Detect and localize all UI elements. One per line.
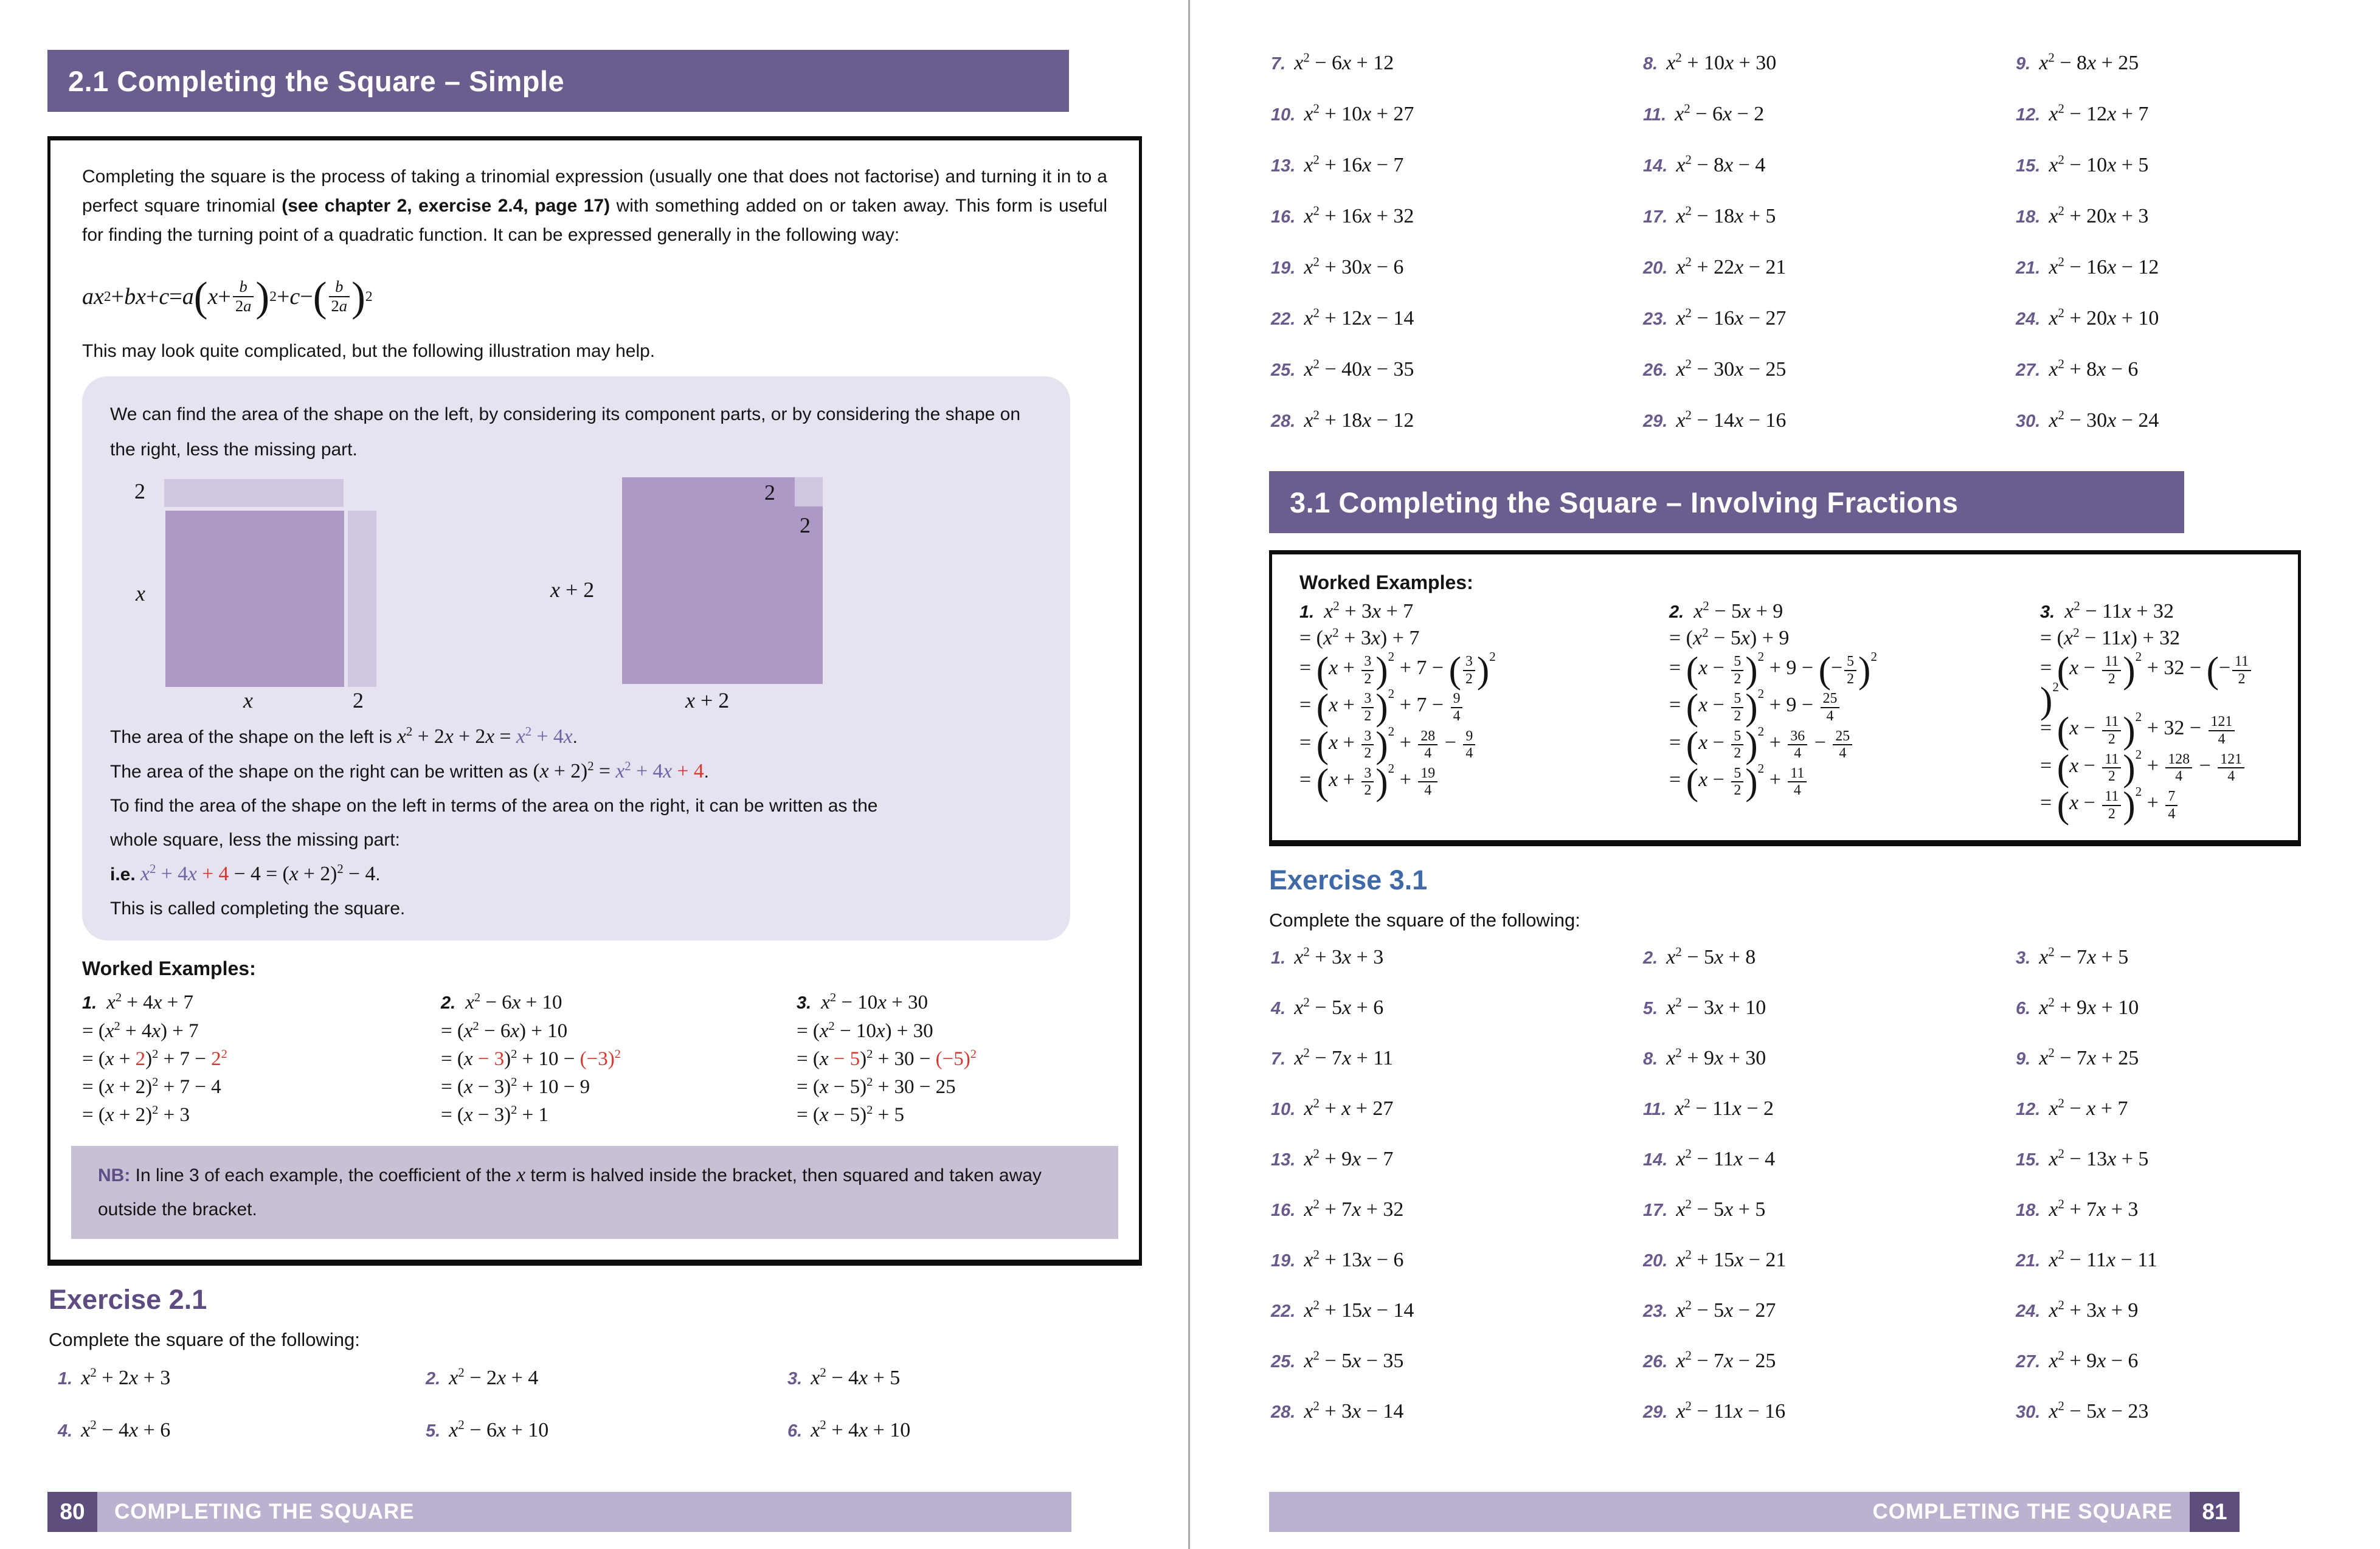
exercise-number: 6. <box>787 1421 803 1441</box>
exercise-item <box>2016 946 2323 976</box>
worked-example-number: 2. <box>441 993 456 1013</box>
section-banner-2-1 <box>47 50 1069 112</box>
worked-example-number: 2. <box>1669 602 1684 622</box>
exercise-expression: $x^2 - 6x - 2$ <box>1675 101 1765 125</box>
exercise-number: 14. <box>1643 1150 1668 1170</box>
exercise-expression: $x^2 + 9x + 30$ <box>1666 1045 1766 1070</box>
exercise-item <box>1643 1047 2016 1077</box>
exercise-item <box>2016 1097 2323 1128</box>
theory-box <box>47 136 1142 1266</box>
page-spread-divider <box>1188 0 1190 1549</box>
worked-example-line: = (x − $\frac{5}{2}$ )$^2$ + 9 − $\frac{25}{4}$ <box>1669 691 2040 724</box>
page-number: 80 <box>47 1492 97 1532</box>
exercise-item <box>787 1419 1091 1449</box>
exercise-item <box>2016 52 2323 82</box>
exercise-expression: $x^2 - 6x + 10$ <box>449 1417 549 1441</box>
exercise-expression: $x^2 + 13x - 6$ <box>1304 1247 1404 1272</box>
exercise-item <box>1271 154 1643 184</box>
exercise-expression: $x^2 + 20x + 3$ <box>2049 203 2149 227</box>
exercise-expression: $x^2 - 5x - 35$ <box>1304 1348 1404 1373</box>
exercise-expression: $x^2 + 22x - 21$ <box>1676 254 1787 278</box>
exercise-number: 28. <box>1271 412 1296 431</box>
exercise-item <box>58 1419 426 1449</box>
worked-example-line: = (x − $\frac{11}{2}$ )$^2$ + $\frac{7}{4}$ <box>2040 788 2271 822</box>
exercise-expression: $x^2 + 12x - 14$ <box>1304 305 1414 329</box>
exercise-3-1-intro: Complete the square of the following: <box>1269 909 1580 931</box>
exercise-item <box>2016 256 2323 286</box>
exercise-number: 3. <box>787 1369 803 1389</box>
exercise-item <box>1643 256 2016 286</box>
exercise-number: 4. <box>58 1421 73 1441</box>
exercise-item <box>426 1419 787 1449</box>
exercise-item <box>1643 946 2016 976</box>
label-bottom-2: 2 <box>353 688 364 712</box>
exercise-2-1-continued-grid <box>1271 52 2323 440</box>
label-bottom-x-plus-2: x + 2 <box>685 688 730 712</box>
illustration-paragraph: We can find the area of the shape on the left, by considering its component parts, or by considering the shape on the right, less the missing part. <box>110 404 1021 460</box>
worked-example-line: 3. $x^2 - 10x + 30$ <box>797 991 928 1013</box>
exercise-number: 21. <box>2016 258 2041 278</box>
exercise-expression: $x^2 - 11x - 16$ <box>1676 1398 1786 1423</box>
exercise-item <box>1643 205 2016 235</box>
exercise-3-1-grid <box>1271 946 2323 1430</box>
exercise-number: 4. <box>1271 999 1286 1019</box>
exercise-item <box>2016 1249 2323 1279</box>
exercise-number: 18. <box>2016 207 2041 227</box>
exercise-item <box>1643 1148 2016 1178</box>
illustration-note: This may look quite complicated, but the following illustration may help. <box>82 341 656 361</box>
exercise-item <box>2016 996 2323 1027</box>
exercise-expression: $x^2 + 20x + 10$ <box>2049 305 2159 329</box>
area-right-line: The area of the shape on the right can be written as $(x + 2)^2 = x^2 + 4x + 4$. <box>110 758 710 782</box>
exercise-expression: $x^2 - x + 7$ <box>2049 1095 2128 1120</box>
exercise-item <box>1271 996 1643 1027</box>
exercise-item <box>1643 1400 2016 1430</box>
worked-example-line: = $(x^2 + 3x) + 7$ <box>1299 625 1420 649</box>
exercise-expression: $x^2 - 5x + 5$ <box>1676 1196 1766 1221</box>
exercise-item <box>1643 1198 2016 1229</box>
worked-example-line: 1. $x^2 + 4x + 7$ <box>82 991 193 1013</box>
worked-example-line: 3. $x^2 - 11x + 32$ <box>2040 598 2174 623</box>
exercise-number: 30. <box>2016 1402 2041 1423</box>
worked-example-number: 1. <box>1299 602 1315 622</box>
exercise-item <box>1643 103 2016 133</box>
exercise-number: 26. <box>1643 1352 1668 1372</box>
worked-example-line: 1. $x^2 + 3x + 7$ <box>1299 598 1414 623</box>
exercise-expression: $x^2 - 7x + 25$ <box>2039 1045 2139 1070</box>
worked-example-line: = $(x^2 - 5x) + 9$ <box>1669 625 1790 649</box>
exercise-number: 11. <box>1643 1100 1667 1120</box>
exercise-item <box>1643 358 2016 388</box>
exercise-expression: $x^2 - 5x - 23$ <box>2049 1398 2149 1423</box>
exercise-expression: $x^2 - 8x + 25$ <box>2039 50 2139 74</box>
area-diagrams <box>119 476 1042 716</box>
exercise-item <box>1271 1198 1643 1229</box>
exercise-expression: $x^2 + 16x - 7$ <box>1304 152 1404 176</box>
exercise-expression: $x^2 + 2x + 3$ <box>81 1365 171 1389</box>
exercise-item <box>2016 1400 2323 1430</box>
exercise-expression: $x^2 - 18x + 5$ <box>1676 203 1776 227</box>
worked-example-line: = $(x - 5)^2 + 5$ <box>797 1103 904 1126</box>
exercise-number: 22. <box>1271 1302 1296 1322</box>
exercise-number: 13. <box>1271 156 1296 176</box>
exercise-item <box>1271 1097 1643 1128</box>
label-below-corner-2: 2 <box>800 513 811 537</box>
exercise-expression: $x^2 - 7x + 5$ <box>2039 944 2129 969</box>
exercise-expression: $x^2 + 9x - 6$ <box>2049 1348 2139 1373</box>
worked-example-number: 3. <box>2040 602 2055 622</box>
exercise-expression: $x^2 - 11x - 2$ <box>1675 1095 1774 1120</box>
exercise-number: 5. <box>1643 999 1658 1019</box>
exercise-item <box>1643 1249 2016 1279</box>
exercise-expression: $x^2 - 7x + 11$ <box>1294 1045 1394 1070</box>
called-line: This is called completing the square. <box>110 899 406 919</box>
worked-example <box>1299 600 1669 826</box>
footer-chapter-label: COMPLETING THE SQUARE <box>1269 1492 2190 1532</box>
exercise-number: 18. <box>2016 1201 2041 1221</box>
exercise-item <box>1643 52 2016 82</box>
exercise-number: 29. <box>1643 412 1668 431</box>
exercise-number: 24. <box>2016 1302 2041 1322</box>
exercise-expression: $x^2 - 2x + 4$ <box>449 1365 539 1389</box>
footer-right <box>1269 1492 2240 1532</box>
exercise-number: 26. <box>1643 361 1668 380</box>
exercise-expression: $x^2 + 18x - 12$ <box>1304 407 1414 432</box>
label-side-x-plus-2: x + 2 <box>550 578 595 602</box>
exercise-expression: $x^2 - 30x - 24$ <box>2049 407 2159 432</box>
exercise-number: 28. <box>1271 1402 1296 1423</box>
worked-examples-title: Worked Examples: <box>82 957 256 979</box>
worked-example <box>441 988 797 1129</box>
exercise-expression: $x^2 + 30x - 6$ <box>1304 254 1404 278</box>
exercise-number: 8. <box>1643 1049 1658 1069</box>
exercise-item <box>1271 1350 1643 1380</box>
exercise-expression: $x^2 - 12x + 7$ <box>2049 101 2149 125</box>
exercise-expression: $x^2 + x + 27$ <box>1304 1095 1394 1120</box>
exercise-expression: $x^2 + 7x + 32$ <box>1304 1196 1404 1221</box>
exercise-number: 11. <box>1643 105 1667 125</box>
exercise-expression: $x^2 + 7x + 3$ <box>2049 1196 2139 1221</box>
exercise-item <box>2016 1350 2323 1380</box>
exercise-item <box>1643 154 2016 184</box>
worked-example-line: 2. $x^2 - 6x + 10$ <box>441 991 562 1013</box>
exercise-number: 7. <box>1271 54 1286 74</box>
exercise-expression: $x^2 + 3x + 9$ <box>2049 1297 2139 1322</box>
worked-example-line: = $(x - 5)^2 + 30 - 25$ <box>797 1075 956 1098</box>
exercise-expression: $x^2 + 3x + 3$ <box>1294 944 1384 969</box>
exercise-expression: $x^2 - 8x - 4$ <box>1676 152 1766 176</box>
exercise-item <box>1643 307 2016 337</box>
worked-example <box>797 988 1107 1129</box>
exercise-item <box>1271 1047 1643 1077</box>
diagram-right-shape <box>550 476 867 716</box>
exercise-number: 3. <box>2016 948 2031 968</box>
exercise-item <box>1643 1299 2016 1330</box>
exercise-2-1-title: Exercise 2.1 <box>49 1284 207 1315</box>
exercise-number: 22. <box>1271 309 1296 329</box>
worked-example-line: = (x − $\frac{11}{2}$ )$^2$ + $\frac{128}{4}$ − $\frac{121}{4}$ <box>2040 751 2271 785</box>
exercise-expression: $x^2 - 4x + 5$ <box>811 1365 901 1389</box>
exercise-number: 14. <box>1643 156 1668 176</box>
exercise-item <box>1271 1148 1643 1178</box>
exercise-number: 20. <box>1643 258 1668 278</box>
general-formula: a x 2 + b x + c = a ( x + $\frac{b}{2a}$ ) 2 + c − ( $\frac{b}{2a}$ ) 2 <box>82 274 373 320</box>
exercise-expression: $x^2 - 13x + 5$ <box>2049 1146 2149 1171</box>
footer-chapter-label: COMPLETING THE SQUARE <box>97 1492 1071 1532</box>
intro-paragraph: Completing the square is the process of taking a trinomial expression (usually one that does not factorise) and turning it in to a perfect square trinomial (see chapter 2, exercise 2.4, page 17) with something added on or taken away. This form is useful for finding the turning point of a quadratic function. It can be expressed generally in the following way: <box>82 167 1108 245</box>
exercise-item <box>1643 409 2016 440</box>
exercise-item <box>2016 103 2323 133</box>
exercise-number: 16. <box>1271 207 1296 227</box>
exercise-item <box>58 1367 426 1397</box>
exercise-item <box>787 1367 1091 1397</box>
exercise-number: 12. <box>2016 105 2041 125</box>
worked-example-line: 2. $x^2 - 5x + 9$ <box>1669 598 1783 623</box>
worked-example-line: = $(x^2 - 10x) + 30$ <box>797 1019 933 1042</box>
exercise-number: 19. <box>1271 258 1296 278</box>
exercise-number: 27. <box>2016 1352 2041 1372</box>
page-81 <box>1190 0 2380 1549</box>
exercise-number: 5. <box>426 1421 441 1441</box>
exercise-item <box>2016 205 2323 235</box>
exercise-number: 10. <box>1271 1100 1296 1120</box>
worked-example-line: = (x + $\frac{3}{2}$ )$^2$ + $\frac{28}{4}$ − $\frac{9}{4}$ <box>1299 728 1669 762</box>
exercise-item <box>1271 358 1643 388</box>
exercise-number: 25. <box>1271 361 1296 380</box>
exercise-number: 8. <box>1643 54 1658 74</box>
exercise-item <box>1271 946 1643 976</box>
exercise-number: 27. <box>2016 361 2041 380</box>
label-side-x: x <box>136 581 145 605</box>
worked-example-line: = $(x^2 - 6x) + 10$ <box>441 1019 568 1042</box>
exercise-3-1-title: Exercise 3.1 <box>1269 864 1428 896</box>
exercise-expression: $x^2 + 16x + 32$ <box>1304 203 1414 227</box>
label-bottom-x: x <box>243 688 253 712</box>
exercise-item <box>1271 1400 1643 1430</box>
to-find-line-2: whole square, less the missing part: <box>110 830 400 850</box>
worked-example-line: = (x − $\frac{5}{2}$ )$^2$ + $\frac{36}{4}$ − $\frac{25}{4}$ <box>1669 728 2040 762</box>
exercise-expression: $x^2 + 4x + 10$ <box>811 1417 911 1441</box>
worked-example-line: = $(x + 2)^2 + 7 - 2^2$ <box>82 1047 227 1070</box>
nb-box: NB: In line 3 of each example, the coefficient of the x term is halved inside the bracket, then squared and taken away outside the bracket. <box>71 1146 1118 1239</box>
section-banner-title: 3.1 Completing the Square – Involving Fractions <box>1290 486 1959 519</box>
exercise-number: 19. <box>1271 1251 1296 1271</box>
exercise-number: 17. <box>1643 207 1668 227</box>
exercise-number: 29. <box>1643 1402 1668 1423</box>
exercise-number: 9. <box>2016 54 2031 74</box>
exercise-item <box>1271 52 1643 82</box>
exercise-item <box>2016 1047 2323 1077</box>
to-find-line-1: To find the area of the shape on the left in terms of the area on the right, it can be written as the <box>110 796 878 816</box>
exercise-2-1-intro: Complete the square of the following: <box>49 1329 360 1350</box>
exercise-number: 16. <box>1271 1201 1296 1221</box>
exercise-expression: $x^2 + 9x - 7$ <box>1304 1146 1394 1171</box>
worked-example-line: = $(x - 3)^2 + 10 - (-3)^2$ <box>441 1047 621 1070</box>
exercise-number: 23. <box>1643 309 1668 329</box>
exercise-expression: $x^2 - 11x - 4$ <box>1676 1146 1776 1171</box>
exercise-number: 21. <box>2016 1251 2041 1271</box>
exercise-item <box>1271 103 1643 133</box>
worked-example-line: = (x − $\frac{11}{2}$ )$^2$ + 32 − $\frac{121}{4}$ <box>2040 714 2271 747</box>
section-banner-title: 2.1 Completing the Square – Simple <box>68 64 565 97</box>
exercise-item <box>1271 1249 1643 1279</box>
main-square-rect <box>165 511 344 687</box>
exercise-number: 9. <box>2016 1049 2031 1069</box>
exercise-number: 15. <box>2016 156 2041 176</box>
exercise-item <box>1271 409 1643 440</box>
exercise-item <box>1643 996 2016 1027</box>
worked-example-line: = (x + $\frac{3}{2}$ )$^2$ + 7 − ( $\frac{3}{2}$ )$^2$ <box>1299 649 1496 691</box>
exercise-number: 2. <box>426 1369 441 1389</box>
exercise-item <box>2016 1148 2323 1178</box>
big-square-rect <box>622 477 823 684</box>
label-corner-2: 2 <box>764 480 775 505</box>
worked-example-line: = $(x - 5)^2 + 30 - (-5)^2$ <box>797 1047 977 1070</box>
worked-example-number: 3. <box>797 993 812 1013</box>
exercise-expression: $x^2 + 8x - 6$ <box>2049 356 2139 381</box>
worked-example <box>1669 600 2040 826</box>
exercise-expression: $x^2 + 10x + 27$ <box>1304 101 1414 125</box>
label-top-2: 2 <box>134 479 145 503</box>
page-number: 81 <box>2190 1492 2240 1532</box>
worked-example <box>2040 600 2271 826</box>
worked-example-line: = (x + $\frac{3}{2}$ )$^2$ + $\frac{19}{4}$ <box>1299 765 1669 799</box>
exercise-expression: $x^2 - 4x + 6$ <box>81 1417 171 1441</box>
top-strip-rect <box>164 479 344 507</box>
exercise-number: 24. <box>2016 309 2041 329</box>
exercise-expression: $x^2 - 6x + 12$ <box>1294 50 1394 74</box>
exercise-number: 20. <box>1643 1251 1668 1271</box>
worked-example-line: = (x − $\frac{5}{2}$ )$^2$ + 9 − (− $\frac{5}{2}$ )$^2$ <box>1669 649 1877 691</box>
worked-example-line: = (x − $\frac{5}{2}$ )$^2$ + $\frac{11}{4}$ <box>1669 765 2040 799</box>
illustration-box <box>82 376 1070 940</box>
exercise-number: 12. <box>2016 1100 2041 1120</box>
area-left-line: The area of the shape on the left is $x^2 + 2x + 2x = x^2 + 4x$. <box>110 723 578 748</box>
exercise-expression: $x^2 - 16x - 27$ <box>1676 305 1787 329</box>
exercise-item <box>1271 205 1643 235</box>
exercise-2-1-grid <box>58 1367 1091 1449</box>
worked-example-line: = (x − $\frac{11}{2}$ )$^2$ + 32 − (− $\frac{11}{2}$ )$^2$ <box>2040 654 2271 710</box>
exercise-expression: $x^2 - 7x - 25$ <box>1676 1348 1776 1373</box>
exercise-expression: $x^2 - 14x - 16$ <box>1676 407 1787 432</box>
exercise-expression: $x^2 + 15x - 21$ <box>1676 1247 1787 1272</box>
exercise-expression: $x^2 + 9x + 10$ <box>2039 995 2139 1019</box>
exercise-number: 25. <box>1271 1352 1296 1372</box>
footer-left <box>47 1492 1071 1532</box>
exercise-item <box>1271 256 1643 286</box>
exercise-expression: $x^2 + 10x + 30$ <box>1666 50 1777 74</box>
exercise-expression: $x^2 - 5x - 27$ <box>1676 1297 1776 1322</box>
exercise-item <box>2016 358 2323 388</box>
worked-examples-grid <box>1299 600 2271 826</box>
exercise-expression: $x^2 - 11x - 11$ <box>2049 1247 2157 1272</box>
exercise-item <box>1271 1299 1643 1330</box>
worked-example-line: = $(x - 3)^2 + 1$ <box>441 1103 548 1126</box>
exercise-item <box>2016 1198 2323 1229</box>
ie-line: i.e. $x^2 + 4x + 4 - 4 = (x + 2)^2 - 4$. <box>110 861 381 885</box>
exercise-number: 7. <box>1271 1049 1286 1069</box>
worked-example-number: 1. <box>82 993 97 1013</box>
exercise-expression: $x^2 - 3x + 10$ <box>1666 995 1766 1019</box>
exercise-item <box>2016 154 2323 184</box>
worked-examples-box <box>1269 550 2301 846</box>
exercise-expression: $x^2 - 30x - 25$ <box>1676 356 1787 381</box>
exercise-number: 13. <box>1271 1150 1296 1170</box>
missing-corner-rect <box>795 477 823 506</box>
diagram-left-shape <box>119 476 459 716</box>
exercise-number: 23. <box>1643 1302 1668 1322</box>
exercise-item <box>1643 1097 2016 1128</box>
exercise-item <box>2016 1299 2323 1330</box>
worked-examples-grid <box>82 988 1107 1129</box>
exercise-expression: $x^2 - 5x + 6$ <box>1294 995 1384 1019</box>
worked-example-line: = $(x + 2)^2 + 3$ <box>82 1103 190 1126</box>
exercise-number: 1. <box>1271 948 1286 968</box>
exercise-item <box>426 1367 787 1397</box>
exercise-expression: $x^2 + 3x - 14$ <box>1304 1398 1404 1423</box>
worked-example <box>82 988 441 1129</box>
worked-example-line: = $(x^2 - 11x) + 32$ <box>2040 625 2181 649</box>
worked-example-line: = $(x - 3)^2 + 10 - 9$ <box>441 1075 590 1098</box>
worked-example-line: = $(x^2 + 4x) + 7$ <box>82 1019 199 1042</box>
exercise-number: 2. <box>1643 948 1658 968</box>
exercise-number: 17. <box>1643 1201 1668 1221</box>
exercise-item <box>2016 409 2323 440</box>
exercise-item <box>1643 1350 2016 1380</box>
exercise-number: 1. <box>58 1369 73 1389</box>
exercise-item <box>1271 307 1643 337</box>
exercise-number: 10. <box>1271 105 1296 125</box>
worked-examples-title: Worked Examples: <box>1299 571 1473 593</box>
exercise-expression: $x^2 + 15x - 14$ <box>1304 1297 1414 1322</box>
worked-example-line: = $(x + 2)^2 + 7 - 4$ <box>82 1075 221 1098</box>
exercise-number: 30. <box>2016 412 2041 431</box>
exercise-expression: $x^2 - 40x - 35$ <box>1304 356 1414 381</box>
section-banner-3-1 <box>1269 471 2184 533</box>
exercise-number: 6. <box>2016 999 2031 1019</box>
exercise-number: 15. <box>2016 1150 2041 1170</box>
exercise-expression: $x^2 - 16x - 12$ <box>2049 254 2159 278</box>
exercise-item <box>2016 307 2323 337</box>
exercise-expression: $x^2 - 10x + 5$ <box>2049 152 2149 176</box>
worked-example-line: = (x + $\frac{3}{2}$ )$^2$ + 7 − $\frac{9}{4}$ <box>1299 691 1669 724</box>
right-strip-rect <box>348 511 376 687</box>
exercise-expression: $x^2 - 5x + 8$ <box>1666 944 1756 969</box>
